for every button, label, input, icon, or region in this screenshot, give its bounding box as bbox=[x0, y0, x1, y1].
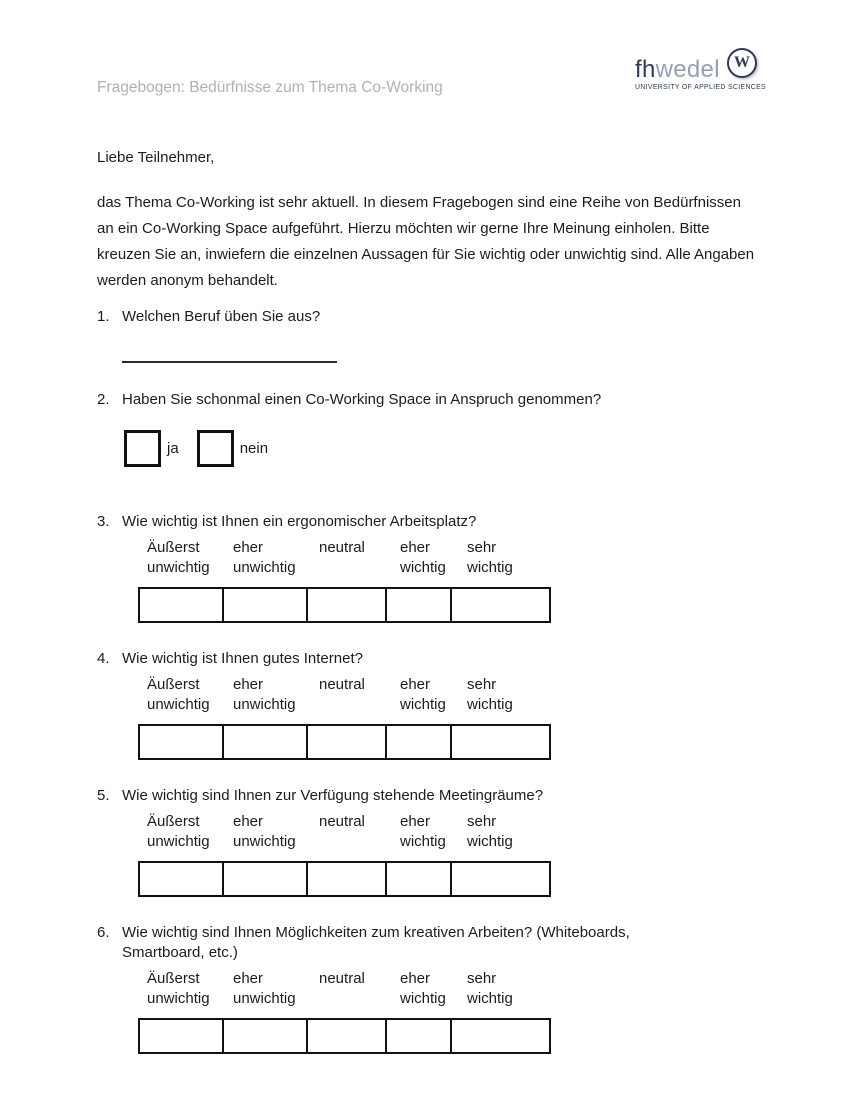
fhwedel-logo bbox=[635, 48, 766, 92]
scale-label-sehr-wichtig: sehr wichtig bbox=[467, 676, 513, 713]
scale-label-eher-unwichtig: eher unwichtig bbox=[233, 970, 296, 1007]
scale-label-neutral: neutral bbox=[319, 970, 365, 987]
question-1 bbox=[97, 307, 757, 390]
scale-label-eher-wichtig: eher wichtig bbox=[400, 970, 446, 1007]
question-list bbox=[97, 307, 757, 1080]
question-body bbox=[122, 512, 757, 649]
question-number: 3. bbox=[97, 513, 110, 530]
scale-label-eher-unwichtig: eher unwichtig bbox=[233, 539, 296, 576]
question-text: Wie wichtig sind Ihnen Möglichkeiten zum kreativen Arbeiten? (Whiteboards, Smartboard, etc.) bbox=[122, 924, 630, 961]
scale-label-aeusserst-unwichtig: Äußerst unwichtig bbox=[147, 970, 210, 1007]
importance-scale bbox=[122, 812, 757, 897]
scale-label-eher-unwichtig: eher unwichtig bbox=[233, 676, 296, 713]
scale-cell-neutral[interactable] bbox=[308, 863, 387, 895]
scale-boxes bbox=[138, 587, 551, 623]
scale-boxes bbox=[138, 861, 551, 897]
page-title: Fragebogen: Bedürfnisse zum Thema Co-Working bbox=[97, 79, 443, 96]
question-text: Wie wichtig sind Ihnen zur Verfügung stehende Meetingräume? bbox=[122, 787, 544, 804]
scale-labels bbox=[138, 969, 551, 1009]
question-text: Wie wichtig ist Ihnen gutes Internet? bbox=[122, 650, 363, 667]
question-text: Haben Sie schonmal einen Co-Working Space in Anspruch genommen? bbox=[122, 391, 602, 408]
checkbox-ja[interactable] bbox=[124, 430, 161, 467]
question-body bbox=[122, 649, 757, 786]
scale-cell-eher-wichtig[interactable] bbox=[387, 726, 452, 758]
scale-labels bbox=[138, 675, 551, 715]
question-number: 1. bbox=[97, 308, 110, 325]
scale-label-neutral: neutral bbox=[319, 813, 365, 830]
scale-boxes bbox=[138, 1018, 551, 1054]
question-body bbox=[122, 923, 757, 1080]
scale-cell-sehr-wichtig[interactable] bbox=[452, 589, 549, 621]
scale-label-aeusserst-unwichtig: Äußerst unwichtig bbox=[147, 676, 210, 713]
question-text: Welchen Beruf üben Sie aus? bbox=[122, 308, 321, 325]
question-3 bbox=[97, 512, 757, 649]
scale-cell-sehr-wichtig[interactable] bbox=[452, 726, 549, 758]
question-text: Wie wichtig ist Ihnen ein ergonomischer Arbeitsplatz? bbox=[122, 513, 477, 530]
fhwedel-emblem-icon bbox=[727, 48, 757, 78]
intro-paragraph: das Thema Co-Working ist sehr aktuell. In diesem Fragebogen sind eine Reihe von Bedürfnissen an ein Co-Working Space aufgeführt. Hierzu möchten wir gerne Ihre Meinung einholen. Bitte kreuzen Sie an, inwiefern die einzelnen Aussagen für Sie wichtig oder unwichtig sind. Alle Angaben werden anonym behandelt. bbox=[97, 194, 755, 289]
scale-cell-eher-wichtig[interactable] bbox=[387, 863, 452, 895]
scale-cell-aeusserst-unwichtig[interactable] bbox=[140, 1020, 224, 1052]
scale-label-aeusserst-unwichtig: Äußerst unwichtig bbox=[147, 539, 210, 576]
scale-label-eher-unwichtig: eher unwichtig bbox=[233, 813, 296, 850]
scale-label-neutral: neutral bbox=[319, 676, 365, 693]
scale-labels bbox=[138, 538, 551, 578]
question-number: 5. bbox=[97, 787, 110, 804]
scale-label-sehr-wichtig: sehr wichtig bbox=[467, 970, 513, 1007]
checkbox-nein[interactable] bbox=[197, 430, 234, 467]
scale-label-neutral: neutral bbox=[319, 539, 365, 556]
question-number: 2. bbox=[97, 391, 110, 408]
scale-cell-eher-unwichtig[interactable] bbox=[224, 1020, 308, 1052]
scale-label-aeusserst-unwichtig: Äußerst unwichtig bbox=[147, 813, 210, 850]
scale-cell-neutral[interactable] bbox=[308, 589, 387, 621]
fhwedel-wordmark-wedel: wedel bbox=[655, 56, 720, 83]
scale-cell-eher-wichtig[interactable] bbox=[387, 589, 452, 621]
scale-cell-eher-unwichtig[interactable] bbox=[224, 589, 308, 621]
scale-cell-eher-wichtig[interactable] bbox=[387, 1020, 452, 1052]
fhwedel-wordmark bbox=[635, 56, 720, 83]
scale-cell-aeusserst-unwichtig[interactable] bbox=[140, 589, 224, 621]
emblem-letter: W bbox=[734, 54, 750, 71]
importance-scale bbox=[122, 538, 757, 623]
question-body bbox=[122, 786, 757, 923]
scale-cell-neutral[interactable] bbox=[308, 1020, 387, 1052]
answer-blank-line[interactable] bbox=[122, 361, 337, 363]
scale-label-eher-wichtig: eher wichtig bbox=[400, 676, 446, 713]
scale-cell-sehr-wichtig[interactable] bbox=[452, 1020, 549, 1052]
scale-cell-sehr-wichtig[interactable] bbox=[452, 863, 549, 895]
scale-label-sehr-wichtig: sehr wichtig bbox=[467, 539, 513, 576]
university-subtitle: UNIVERSITY OF APPLIED SCIENCES bbox=[635, 84, 766, 91]
scale-labels bbox=[138, 812, 551, 852]
scale-cell-eher-unwichtig[interactable] bbox=[224, 863, 308, 895]
checkbox-nein-label: nein bbox=[239, 439, 269, 457]
fhwedel-wordmark-fh: fh bbox=[635, 56, 656, 83]
salutation: Liebe Teilnehmer, bbox=[97, 149, 215, 166]
scale-cell-aeusserst-unwichtig[interactable] bbox=[140, 726, 224, 758]
scale-cell-eher-unwichtig[interactable] bbox=[224, 726, 308, 758]
question-number: 6. bbox=[97, 924, 110, 941]
question-number: 4. bbox=[97, 650, 110, 667]
checkbox-ja-label: ja bbox=[167, 439, 179, 457]
scale-cell-neutral[interactable] bbox=[308, 726, 387, 758]
question-4 bbox=[97, 649, 757, 786]
scale-label-eher-wichtig: eher wichtig bbox=[400, 539, 446, 576]
yes-no-choices bbox=[124, 430, 757, 467]
importance-scale bbox=[122, 675, 757, 760]
question-5 bbox=[97, 786, 757, 923]
question-body bbox=[122, 307, 757, 390]
question-6 bbox=[97, 923, 757, 1080]
importance-scale bbox=[122, 969, 757, 1054]
scale-boxes bbox=[138, 724, 551, 760]
question-body bbox=[122, 390, 757, 512]
scale-cell-aeusserst-unwichtig[interactable] bbox=[140, 863, 224, 895]
document-header bbox=[97, 48, 766, 96]
scale-label-sehr-wichtig: sehr wichtig bbox=[467, 813, 513, 850]
question-2 bbox=[97, 390, 757, 512]
scale-label-eher-wichtig: eher wichtig bbox=[400, 813, 446, 850]
